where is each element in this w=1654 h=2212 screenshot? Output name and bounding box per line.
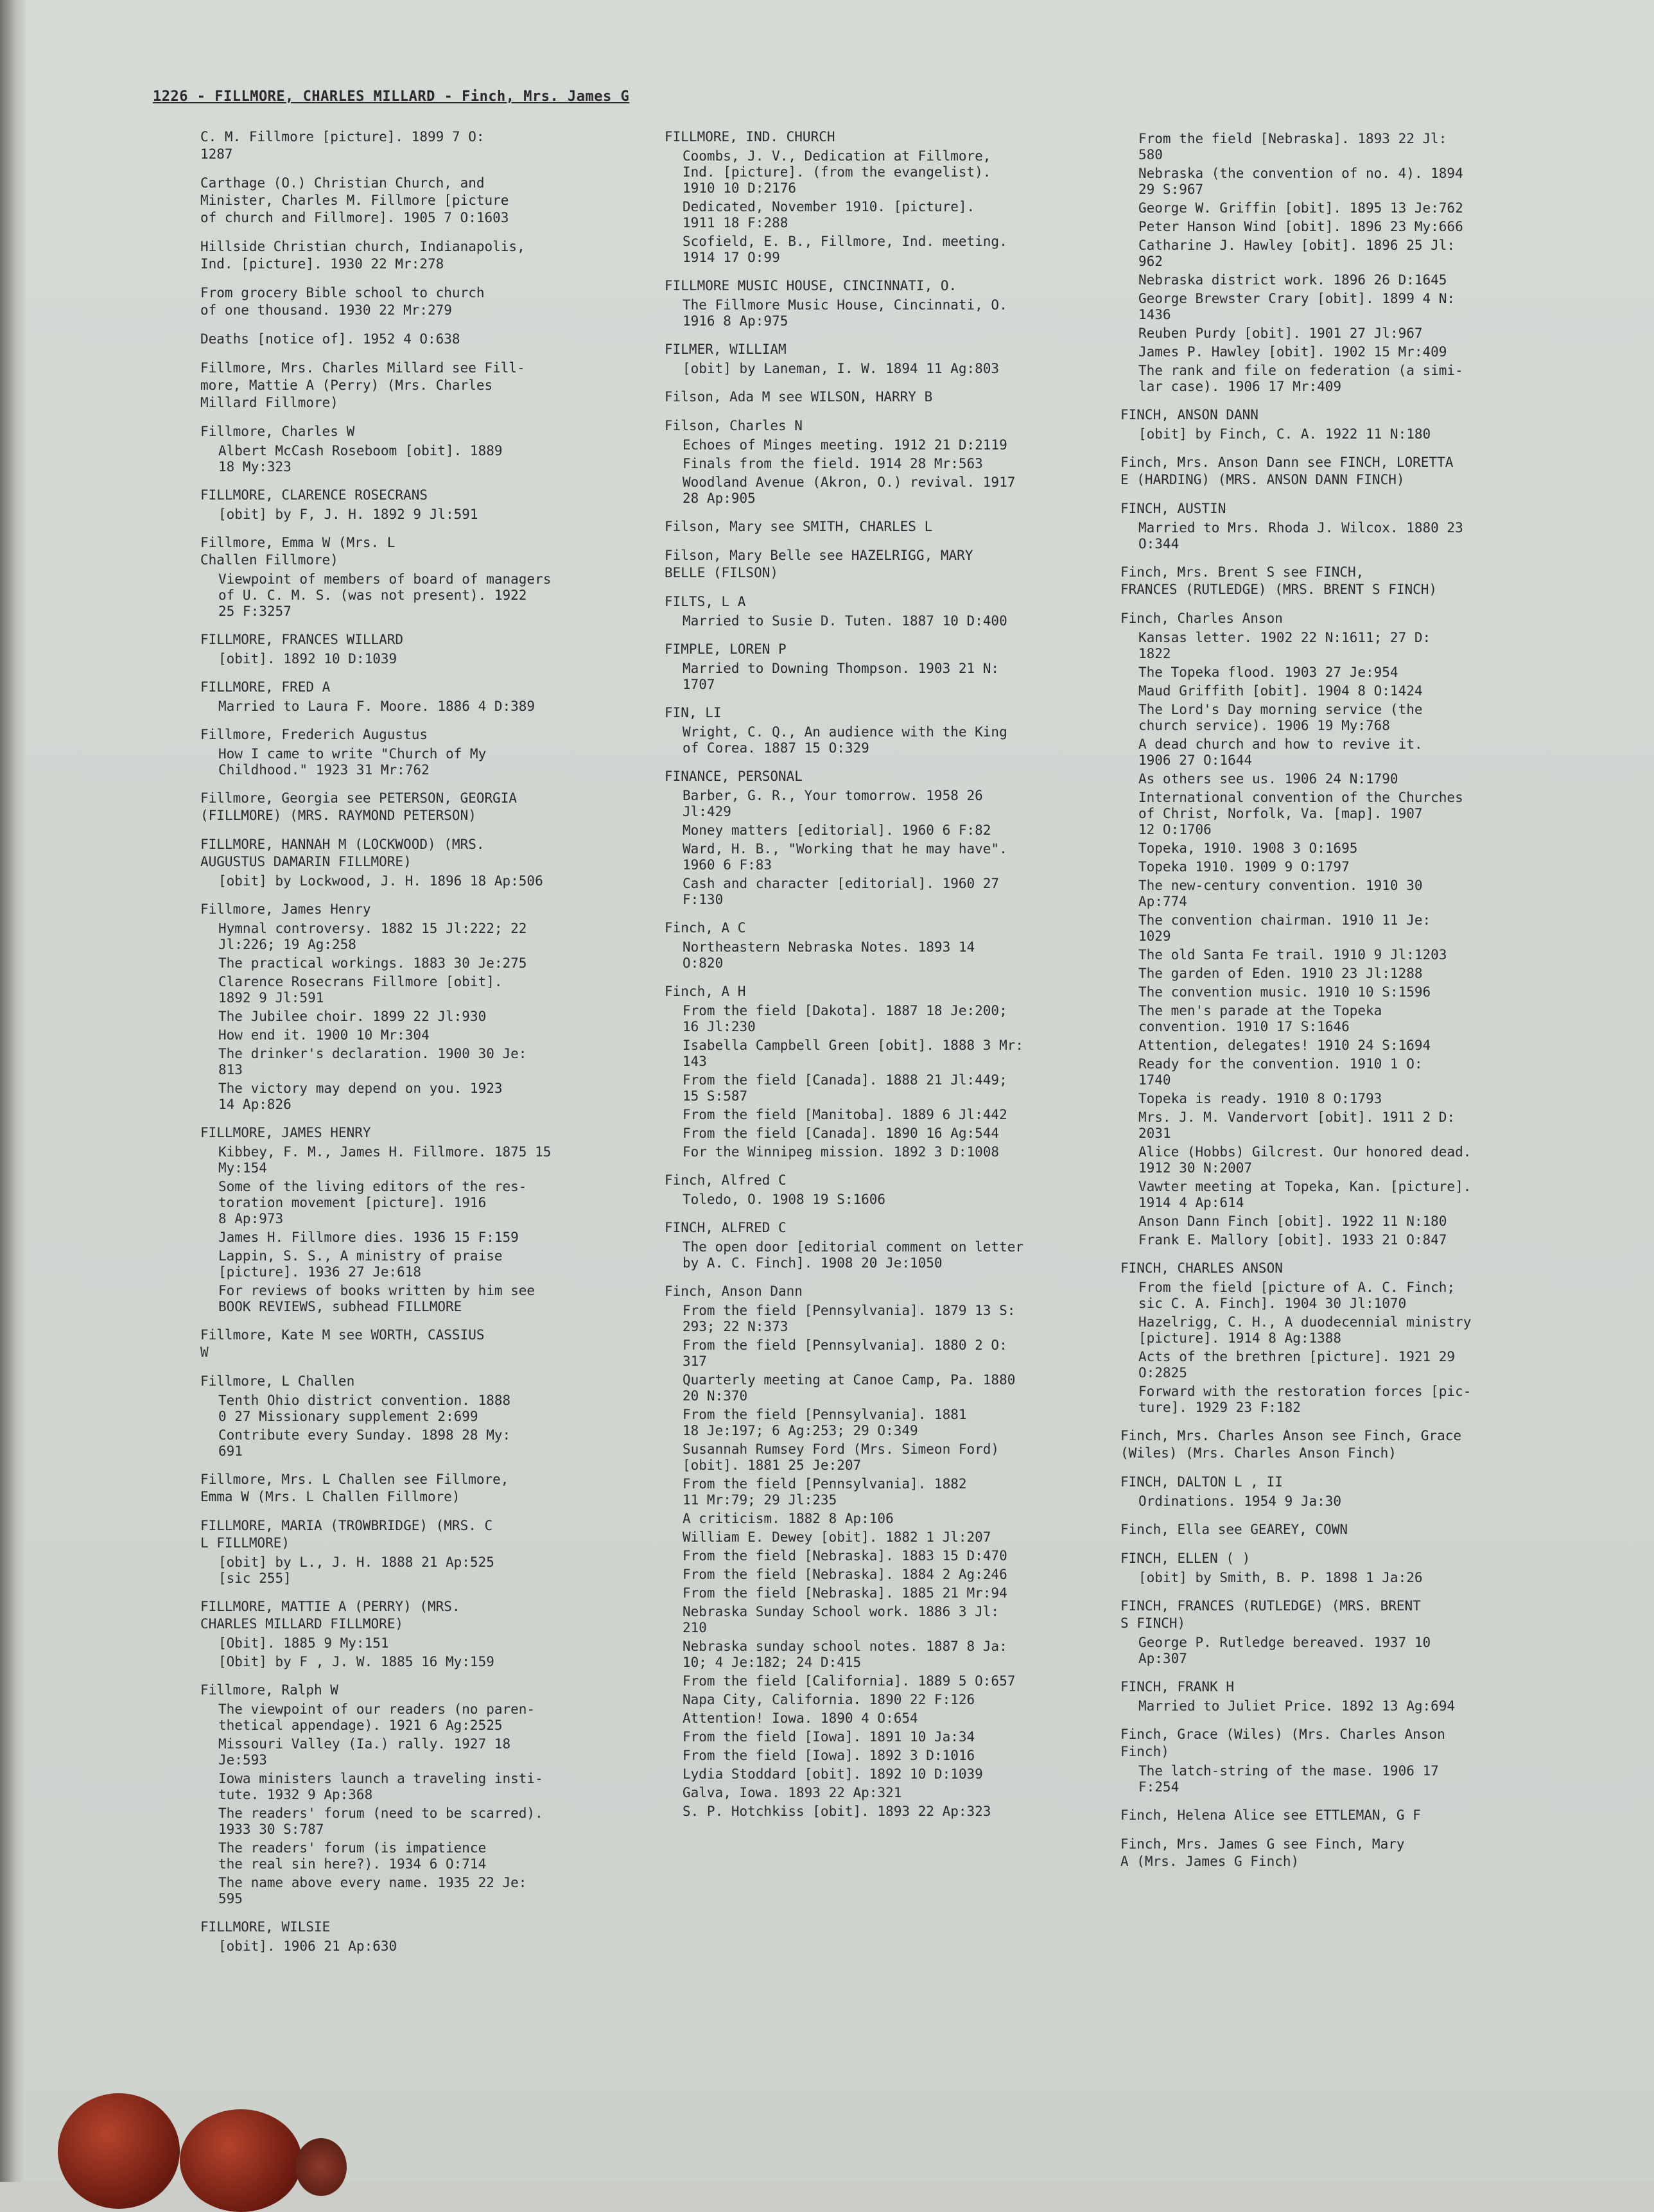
index-entry [200, 1517, 675, 1587]
index-entry [665, 388, 1108, 406]
entry-heading: Hillside Christian church, Indianapolis, Ind. [picture]. 1930 22 Mr:278 [200, 239, 525, 272]
entry-citation: Topeka is ready. 1910 8 O:1793 [1138, 1091, 1382, 1106]
entry-citation: How I came to write "Church of My Childhood." 1923 31 Mr:762 [218, 746, 487, 778]
entry-heading: FILLMORE, FRED A [200, 679, 331, 695]
entry-citation: From the field [California]. 1889 5 O:657 [683, 1673, 1016, 1689]
entry-heading: FILLMORE MUSIC HOUSE, CINCINNATI, O. [665, 278, 957, 293]
entry-citation: Lappin, S. S., A ministry of praise [picture]. 1936 27 Je:618 [218, 1248, 503, 1280]
index-entry [665, 704, 1108, 756]
entry-heading: From grocery Bible school to church of one thousand. 1930 22 Mr:279 [200, 285, 485, 318]
entry-heading: Fillmore, Charles W [200, 424, 355, 439]
entry-citation: Reuben Purdy [obit]. 1901 27 Jl:967 [1138, 326, 1423, 341]
entry-heading: FINCH, ANSON DANN [1120, 407, 1258, 422]
index-entry [200, 1373, 675, 1459]
index-entry [200, 631, 675, 667]
entry-citation: Married to Susie D. Tuten. 1887 10 D:400 [683, 613, 1007, 629]
entry-heading: FINCH, ELLEN ( ) [1120, 1551, 1251, 1566]
entry-citation: The readers' forum (need to be scarred). 1933 30 S:787 [218, 1806, 543, 1837]
entry-citation: From the field [Dakota]. 1887 18 Je:200; 16 Jl:230 [683, 1003, 1007, 1034]
entry-citation: The victory may depend on you. 1923 14 Ap:826 [218, 1081, 503, 1112]
index-entry [200, 238, 675, 273]
entry-heading: FILLMORE, MARIA (TROWBRIDGE) (MRS. C L FILLMORE) [200, 1518, 493, 1551]
entry-citation: Anson Dann Finch [obit]. 1922 11 N:180 [1138, 1214, 1447, 1229]
entry-heading: Finch, Alfred C [665, 1172, 787, 1188]
entry-heading: FILLMORE, WILSIE [200, 1919, 331, 1935]
index-entry [200, 1682, 675, 1907]
entry-citation: Clarence Rosecrans Fillmore [obit]. 1892 9 Jl:591 [218, 974, 503, 1006]
entry-citation: The name above every name. 1935 22 Je: 595 [218, 1875, 527, 1906]
entry-heading: Fillmore, Ralph W [200, 1682, 338, 1698]
entry-citation: The readers' forum (is impatience the real sin here?). 1934 6 O:714 [218, 1840, 487, 1872]
entry-heading: FINCH, CHARLES ANSON [1120, 1260, 1283, 1276]
entry-citation: From the field [Canada]. 1888 21 Jl:449; 15 S:587 [683, 1072, 1007, 1104]
entry-citation: Iowa ministers launch a traveling insti- tute. 1932 9 Ap:368 [218, 1771, 543, 1802]
entry-citation: Attention! Iowa. 1890 4 O:654 [683, 1711, 918, 1726]
entry-heading: FIMPLE, LOREN P [665, 641, 787, 657]
entry-citation: From the field [Pennsylvania]. 1882 11 Mr:79; 29 Jl:235 [683, 1476, 967, 1508]
entry-citation: Cash and character [editorial]. 1960 27 F:130 [683, 876, 1000, 907]
entry-citation: George Brewster Crary [obit]. 1899 4 N: 1436 [1138, 291, 1456, 322]
index-entry [665, 641, 1108, 693]
entry-citation: Married to Laura F. Moore. 1886 4 D:389 [218, 699, 535, 714]
entry-citation: Attention, delegates! 1910 24 S:1694 [1138, 1038, 1431, 1053]
entry-heading: Finch, Ella see GEAREY, COWN [1120, 1522, 1348, 1537]
entry-citation: Dedicated, November 1910. [picture]. 1911 18 F:288 [683, 199, 975, 231]
entry-citation: Woodland Avenue (Akron, O.) revival. 1917 28 Ap:905 [683, 475, 1016, 506]
entry-heading: Filson, Charles N [665, 418, 803, 433]
index-entry [200, 726, 675, 778]
entry-citation: Lydia Stoddard [obit]. 1892 10 D:1039 [683, 1766, 983, 1782]
entry-citation: Viewpoint of members of board of managers of U. C. M. S. (was not present). 1922 25 F:3257 [218, 571, 552, 619]
entry-heading: FINCH, ALFRED C [665, 1220, 787, 1235]
index-entry [1120, 610, 1557, 1248]
entry-heading: FINCH, DALTON L , II [1120, 1474, 1283, 1490]
entry-heading: Fillmore, Kate M see WORTH, CASSIUS W [200, 1327, 485, 1360]
index-entry [1120, 1598, 1557, 1667]
entry-citation: Hymnal controversy. 1882 15 Jl:222; 22 Jl:226; 19 Ag:258 [218, 921, 527, 952]
entry-citation: Frank E. Mallory [obit]. 1933 21 O:847 [1138, 1232, 1447, 1248]
entry-heading: FILLMORE, MATTIE A (PERRY) (MRS. CHARLES MILLARD FILLMORE) [200, 1599, 460, 1632]
entry-citation: The drinker's declaration. 1900 30 Je: 813 [218, 1046, 527, 1077]
entry-citation: From the field [Pennsylvania]. 1881 18 Je:197; 6 Ag:253; 29 O:349 [683, 1407, 967, 1438]
entry-citation: Quarterly meeting at Canoe Camp, Pa. 1880 20 N:370 [683, 1372, 1016, 1404]
entry-citation: William E. Dewey [obit]. 1882 1 Jl:207 [683, 1529, 991, 1545]
entry-citation: Money matters [editorial]. 1960 6 F:82 [683, 823, 991, 838]
entry-heading: FIN, LI [665, 705, 722, 720]
entry-heading: Fillmore, Frederich Augustus [200, 727, 428, 742]
entry-heading: Fillmore, L Challen [200, 1373, 355, 1389]
entry-citation: From the field [Iowa]. 1892 3 D:1016 [683, 1748, 975, 1763]
index-entry [665, 919, 1108, 971]
entry-citation: The convention chairman. 1910 11 Je: 1029 [1138, 912, 1431, 944]
entry-heading: Finch, A H [665, 984, 746, 999]
entry-citation: Susannah Rumsey Ford (Mrs. Simeon Ford) [obit]. 1881 25 Je:207 [683, 1441, 1000, 1473]
index-entry [665, 341, 1108, 377]
entry-heading: FILLMORE, HANNAH M (LOCKWOOD) (MRS. AUGUSTUS DAMARIN FILLMORE) [200, 837, 485, 869]
index-entry [665, 1172, 1108, 1208]
index-entry [200, 901, 675, 1113]
entry-heading: Finch, Mrs. Charles Anson see Finch, Grace (Wiles) (Mrs. Charles Anson Finch) [1120, 1428, 1462, 1461]
entry-citation: The latch-string of the mase. 1906 17 F:254 [1138, 1763, 1439, 1795]
column-1 [200, 128, 675, 1966]
entry-citation: The open door [editorial comment on letter by A. C. Finch]. 1908 20 Je:1050 [683, 1239, 1024, 1271]
entry-citation: From the field [Nebraska]. 1884 2 Ag:246 [683, 1567, 1007, 1582]
entry-citation: Isabella Campbell Green [obit]. 1888 3 Mr: 143 [683, 1038, 1024, 1069]
entry-citation: From the field [Manitoba]. 1889 6 Jl:442 [683, 1107, 1007, 1122]
entry-heading: Deaths [notice of]. 1952 4 O:638 [200, 331, 460, 347]
index-entry [200, 1919, 675, 1955]
index-entry [200, 1471, 675, 1506]
entry-citation: Maud Griffith [obit]. 1904 8 O:1424 [1138, 683, 1423, 699]
index-entry [200, 790, 675, 824]
entry-citation: S. P. Hotchkiss [obit]. 1893 22 Ap:323 [683, 1804, 991, 1819]
index-entry [665, 768, 1108, 908]
entry-citation: International convention of the Churches of Christ, Norfolk, Va. [map]. 1907 12 O:1706 [1138, 790, 1463, 837]
index-entry [665, 518, 1108, 536]
index-entry [1120, 1550, 1557, 1586]
entry-citation: Acts of the brethren [picture]. 1921 29 O:2825 [1138, 1349, 1456, 1380]
index-entry [665, 277, 1108, 329]
entry-citation: The rank and file on federation (a simi- lar case). 1906 17 Mr:409 [1138, 363, 1463, 394]
entry-heading: Filson, Mary see SMITH, CHARLES L [665, 519, 933, 534]
index-entry [200, 1598, 675, 1670]
entry-citation: Mrs. J. M. Vandervort [obit]. 1911 2 D: 2031 [1138, 1110, 1456, 1141]
entry-citation: Alice (Hobbs) Gilcrest. Our honored dead. 1912 30 N:2007 [1138, 1144, 1472, 1176]
index-entry [1120, 1474, 1557, 1510]
column-2 [665, 128, 1108, 1831]
entry-heading: Finch, Grace (Wiles) (Mrs. Charles Anson Finch) [1120, 1727, 1445, 1759]
index-entry [200, 360, 675, 412]
entry-citation: Ordinations. 1954 9 Ja:30 [1138, 1494, 1342, 1509]
entry-citation: Galva, Iowa. 1893 22 Ap:321 [683, 1785, 902, 1800]
index-entry [665, 128, 1108, 266]
entry-heading: Fillmore, Emma W (Mrs. L Challen Fillmore) [200, 535, 396, 568]
entry-heading: Finch, Helena Alice see ETTLEMAN, G F [1120, 1807, 1421, 1823]
entry-citation: A dead church and how to revive it. 1906 27 O:1644 [1138, 736, 1423, 768]
entry-heading: Finch, Charles Anson [1120, 611, 1283, 626]
entry-citation: From the field [Nebraska]. 1893 22 Jl: 580 [1138, 131, 1447, 162]
entry-citation: From the field [Nebraska]. 1883 15 D:470 [683, 1548, 1007, 1563]
entry-citation: [obit] by L., J. H. 1888 21 Ap:525 [sic 255] [218, 1554, 494, 1586]
entry-citation: The Lord's Day morning service (the church service). 1906 19 My:768 [1138, 702, 1423, 733]
index-entry [200, 534, 675, 620]
entry-citation: [obit] by Laneman, I. W. 1894 11 Ag:803 [683, 361, 1000, 376]
entry-heading: Fillmore, Mrs. Charles Millard see Fill- more, Mattie A (Perry) (Mrs. Charles Millard Fillmore) [200, 360, 525, 410]
entry-citation: Contribute every Sunday. 1898 28 My: 691 [218, 1427, 511, 1459]
entry-heading: Carthage (O.) Christian Church, and Minister, Charles M. Fillmore [picture of church and Fillmore]. 1905 7 O:1603 [200, 175, 509, 225]
entry-heading: FINCH, AUSTIN [1120, 501, 1226, 516]
entry-citation: For the Winnipeg mission. 1892 3 D:1008 [683, 1144, 1000, 1160]
entry-citation: George W. Griffin [obit]. 1895 13 Je:762 [1138, 200, 1463, 216]
entry-heading: Finch, Mrs. Brent S see FINCH, FRANCES (RUTLEDGE) (MRS. BRENT S FINCH) [1120, 564, 1438, 597]
entry-citation: James H. Fillmore dies. 1936 15 F:159 [218, 1230, 519, 1245]
entry-citation: [Obit]. 1885 9 My:151 [218, 1635, 389, 1651]
entry-citation: From the field [Iowa]. 1891 10 Ja:34 [683, 1729, 975, 1745]
entry-citation: Wright, C. Q., An audience with the King of Corea. 1887 15 O:329 [683, 724, 1007, 756]
entry-citation: Napa City, California. 1890 22 F:126 [683, 1692, 975, 1707]
book-gutter [0, 0, 26, 2182]
entry-citation: The Fillmore Music House, Cincinnati, O. 1916 8 Ap:975 [683, 297, 1007, 329]
index-entry [1120, 500, 1557, 552]
finger-fingertip [180, 2109, 302, 2212]
entry-citation: George P. Rutledge bereaved. 1937 10 Ap:307 [1138, 1635, 1431, 1666]
entry-citation: The garden of Eden. 1910 23 Jl:1288 [1138, 966, 1423, 981]
index-entry [1120, 1427, 1557, 1462]
entry-citation: The old Santa Fe trail. 1910 9 Jl:1203 [1138, 947, 1447, 962]
thumb-fingertip [58, 2093, 180, 2209]
index-entry [200, 1124, 675, 1315]
entry-citation: For reviews of books written by him see BOOK REVIEWS, subhead FILLMORE [218, 1283, 535, 1314]
index-entry [200, 487, 675, 523]
entry-citation: [obit]. 1906 21 Ap:630 [218, 1938, 397, 1954]
entry-citation: [obit]. 1892 10 D:1039 [218, 651, 397, 666]
index-entry [200, 284, 675, 319]
index-entry [200, 128, 675, 163]
index-entry [665, 983, 1108, 1160]
entry-citation: Finals from the field. 1914 28 Mr:563 [683, 456, 983, 471]
entry-citation: Peter Hanson Wind [obit]. 1896 23 My:666 [1138, 219, 1463, 234]
entry-heading: Fillmore, Mrs. L Challen see Fillmore, Emma W (Mrs. L Challen Fillmore) [200, 1472, 509, 1504]
entry-citation: From the field [Nebraska]. 1885 21 Mr:94 [683, 1585, 1007, 1601]
entry-citation: Nebraska Sunday School work. 1886 3 Jl: 210 [683, 1604, 1000, 1635]
entry-citation: [obit] by Finch, C. A. 1922 11 N:180 [1138, 426, 1431, 442]
entry-citation: Kansas letter. 1902 22 N:1611; 27 D: 1822 [1138, 630, 1431, 661]
index-entry [1120, 1836, 1557, 1870]
index-entry [200, 175, 675, 227]
entry-citation: The practical workings. 1883 30 Je:275 [218, 955, 527, 971]
entry-heading: FILLMORE, IND. CHURCH [665, 129, 835, 144]
entry-citation: Married to Juliet Price. 1892 13 Ag:694 [1138, 1698, 1456, 1714]
entry-citation: Married to Downing Thompson. 1903 21 N: 1707 [683, 661, 1000, 692]
entry-citation: Nebraska (the convention of no. 4). 1894 29 S:967 [1138, 166, 1463, 197]
entry-citation: Barber, G. R., Your tomorrow. 1958 26 Jl:429 [683, 788, 983, 819]
entry-citation: From the field [Pennsylvania]. 1879 13 S: 293; 22 N:373 [683, 1303, 1016, 1334]
entry-heading: Finch, Mrs. Anson Dann see FINCH, LORETTA E (HARDING) (MRS. ANSON DANN FINCH) [1120, 455, 1454, 487]
entry-heading: Filson, Mary Belle see HAZELRIGG, MARY BELLE (FILSON) [665, 548, 973, 580]
index-entry [1120, 564, 1557, 598]
entry-heading: Fillmore, Georgia see PETERSON, GEORGIA (FILLMORE) (MRS. RAYMOND PETERSON) [200, 790, 518, 823]
entry-citation: Northeastern Nebraska Notes. 1893 14 O:820 [683, 939, 975, 971]
entry-citation: Echoes of Minges meeting. 1912 21 D:2119 [683, 437, 1007, 453]
entry-citation: Tenth Ohio district convention. 1888 0 27 Missionary supplement 2:699 [218, 1393, 511, 1424]
entry-citation: Ward, H. B., "Working that he may have". 1960 6 F:83 [683, 841, 1007, 873]
entry-heading: FINCH, FRANK H [1120, 1679, 1235, 1694]
entry-heading: FILMER, WILLIAM [665, 342, 787, 357]
entry-citation: From the field [Canada]. 1890 16 Ag:544 [683, 1126, 1000, 1141]
entry-citation: The Topeka flood. 1903 27 Je:954 [1138, 665, 1398, 680]
index-entry [1120, 406, 1557, 442]
entry-heading: FILTS, L A [665, 594, 746, 609]
entry-citation: The viewpoint of our readers (no paren- thetical appendage). 1921 6 Ag:2525 [218, 1702, 535, 1733]
entry-citation: Vawter meeting at Topeka, Kan. [picture]. 1914 4 Ap:614 [1138, 1179, 1472, 1210]
entry-citation: Married to Mrs. Rhoda J. Wilcox. 1880 23 O:344 [1138, 520, 1463, 552]
entry-citation: Toledo, O. 1908 19 S:1606 [683, 1192, 886, 1207]
entry-citation: Nebraska district work. 1896 26 D:1645 [1138, 272, 1447, 288]
index-entry [1120, 1726, 1557, 1795]
index-entry [200, 423, 675, 475]
index-entry [1120, 1678, 1557, 1714]
entry-citation: How end it. 1900 10 Mr:304 [218, 1027, 430, 1043]
entry-citation: Catharine J. Hawley [obit]. 1896 25 Jl: 962 [1138, 238, 1456, 269]
entry-citation: Scofield, E. B., Fillmore, Ind. meeting. 1914 17 O:99 [683, 234, 1007, 265]
entry-heading: C. M. Fillmore [picture]. 1899 7 O: 1287 [200, 129, 485, 162]
entry-citation: Albert McCash Roseboom [obit]. 1889 18 My:323 [218, 443, 503, 475]
entry-citation: [obit] by F, J. H. 1892 9 Jl:591 [218, 507, 478, 522]
index-entry [1120, 454, 1557, 489]
index-entry [665, 1219, 1108, 1271]
entry-heading: Finch, Mrs. James G see Finch, Mary A (Mrs. James G Finch) [1120, 1836, 1405, 1869]
entry-citation: [obit] by Smith, B. P. 1898 1 Ja:26 [1138, 1570, 1423, 1585]
entry-citation: Kibbey, F. M., James H. Fillmore. 1875 15 My:154 [218, 1144, 552, 1176]
index-entry [1120, 1807, 1557, 1824]
index-entry [665, 1283, 1108, 1820]
index-entry [1120, 1521, 1557, 1538]
index-entry [200, 679, 675, 715]
index-entry [665, 547, 1108, 582]
entry-citation: Coombs, J. V., Dedication at Fillmore, Ind. [picture]. (from the evangelist). 1910 10 D:2176 [683, 148, 991, 196]
entry-heading: FILLMORE, CLARENCE ROSECRANS [200, 487, 428, 503]
index-entry [1120, 131, 1557, 395]
entry-heading: Finch, A C [665, 920, 746, 936]
entry-citation: From the field [Pennsylvania]. 1880 2 O: 317 [683, 1337, 1007, 1369]
running-head: 1226 - FILLMORE, CHARLES MILLARD - Finch, Mrs. James G [153, 89, 630, 105]
index-entry [200, 836, 675, 889]
index-entry [665, 593, 1108, 629]
index-entry [665, 417, 1108, 507]
entry-citation: Nebraska sunday school notes. 1887 8 Ja: 10; 4 Je:182; 24 D:415 [683, 1639, 1007, 1670]
entry-citation: Hazelrigg, C. H., A duodecennial ministry [picture]. 1914 8 Ag:1388 [1138, 1314, 1472, 1346]
entry-heading: FILLMORE, FRANCES WILLARD [200, 632, 404, 647]
entry-citation: The men's parade at the Topeka convention. 1910 17 S:1646 [1138, 1003, 1382, 1034]
column-3 [1120, 128, 1557, 1882]
entry-citation: A criticism. 1882 8 Ap:106 [683, 1511, 894, 1526]
finger-shadow [295, 2138, 347, 2196]
entry-heading: Filson, Ada M see WILSON, HARRY B [665, 389, 933, 405]
index-entry [1120, 1260, 1557, 1416]
entry-citation: Topeka 1910. 1909 9 O:1797 [1138, 859, 1350, 875]
entry-citation: Forward with the restoration forces [pic- ture]. 1929 23 F:182 [1138, 1384, 1472, 1415]
entry-heading: Finch, Anson Dann [665, 1284, 803, 1299]
entry-citation: Topeka, 1910. 1908 3 O:1695 [1138, 840, 1358, 856]
entry-heading: FINCH, FRANCES (RUTLEDGE) (MRS. BRENT S FINCH) [1120, 1598, 1421, 1631]
entry-citation: The convention music. 1910 10 S:1596 [1138, 984, 1431, 1000]
entry-citation: Some of the living editors of the res- toration movement [picture]. 1916 8 Ap:973 [218, 1179, 527, 1226]
entry-citation: The new-century convention. 1910 30 Ap:774 [1138, 878, 1423, 909]
entry-citation: [obit] by Lockwood, J. H. 1896 18 Ap:506 [218, 873, 543, 889]
entry-heading: FILLMORE, JAMES HENRY [200, 1125, 371, 1140]
entry-citation: [Obit] by F , J. W. 1885 16 My:159 [218, 1654, 494, 1669]
entry-citation: As others see us. 1906 24 N:1790 [1138, 771, 1398, 787]
index-entry [200, 331, 675, 348]
entry-citation: Missouri Valley (Ia.) rally. 1927 18 Je:593 [218, 1736, 511, 1768]
entry-heading: Fillmore, James Henry [200, 901, 371, 917]
entry-citation: From the field [picture of A. C. Finch; sic C. A. Finch]. 1904 30 Jl:1070 [1138, 1280, 1456, 1311]
entry-citation: Ready for the convention. 1910 1 O: 1740 [1138, 1056, 1423, 1088]
entry-heading: FINANCE, PERSONAL [665, 769, 803, 784]
entry-citation: James P. Hawley [obit]. 1902 15 Mr:409 [1138, 344, 1447, 360]
index-entry [200, 1327, 675, 1361]
entry-citation: The Jubilee choir. 1899 22 Jl:930 [218, 1009, 487, 1024]
